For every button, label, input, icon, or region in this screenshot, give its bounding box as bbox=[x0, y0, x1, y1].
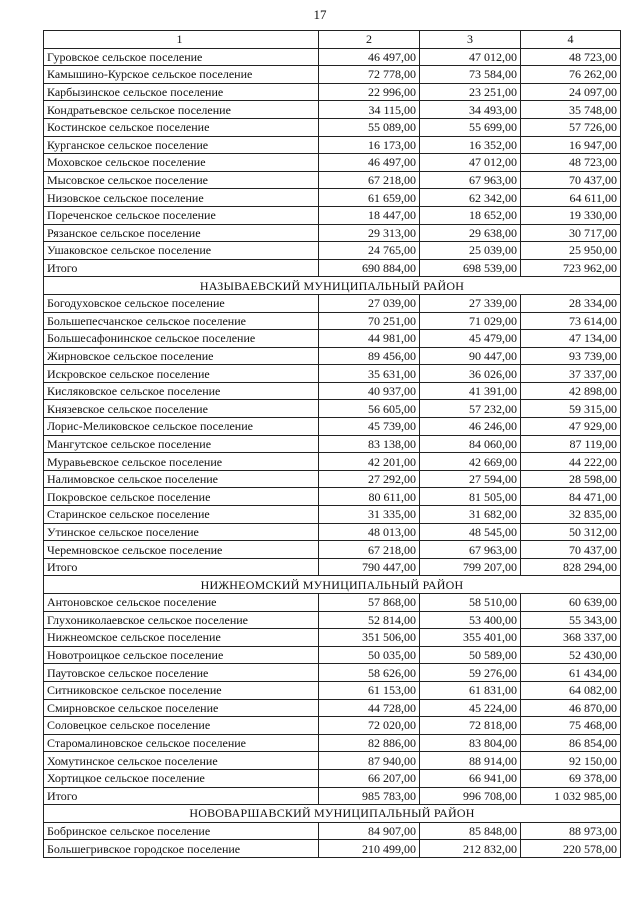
amount-cell: 16 173,00 bbox=[319, 136, 420, 154]
table-row bbox=[44, 382, 621, 400]
header-row bbox=[44, 31, 621, 49]
amount-cell: 19 330,00 bbox=[521, 206, 621, 224]
settlement-name: Низовское сельское поселение bbox=[44, 189, 319, 207]
settlement-name: Рязанское сельское поселение bbox=[44, 224, 319, 242]
amount-cell: 67 963,00 bbox=[420, 541, 521, 559]
table-row bbox=[44, 646, 621, 664]
amount-cell: 55 699,00 bbox=[420, 118, 521, 136]
table-row bbox=[44, 435, 621, 453]
amount-cell: 42 669,00 bbox=[420, 453, 521, 471]
table-row bbox=[44, 611, 621, 629]
amount-cell: 41 391,00 bbox=[420, 382, 521, 400]
amount-cell: 84 471,00 bbox=[521, 488, 621, 506]
settlement-name: Хортицкое сельское поселение bbox=[44, 769, 319, 787]
amount-cell: 84 907,00 bbox=[319, 822, 420, 840]
column-header: 2 bbox=[319, 31, 420, 49]
table-row bbox=[44, 629, 621, 647]
amount-cell: 92 150,00 bbox=[521, 752, 621, 770]
amount-cell: 87 940,00 bbox=[319, 752, 420, 770]
table-row bbox=[44, 347, 621, 365]
amount-cell: 828 294,00 bbox=[521, 558, 621, 576]
amount-cell: 67 218,00 bbox=[319, 541, 420, 559]
amount-cell: 75 468,00 bbox=[521, 717, 621, 735]
amount-cell: 1 032 985,00 bbox=[521, 787, 621, 805]
amount-cell: 47 012,00 bbox=[420, 154, 521, 172]
amount-cell: 61 831,00 bbox=[420, 681, 521, 699]
amount-cell: 72 020,00 bbox=[319, 717, 420, 735]
column-header: 3 bbox=[420, 31, 521, 49]
amount-cell: 66 941,00 bbox=[420, 769, 521, 787]
table-row bbox=[44, 242, 621, 260]
amount-cell: 85 848,00 bbox=[420, 822, 521, 840]
settlement-name: Мангутское сельское поселение bbox=[44, 435, 319, 453]
amount-cell: 52 814,00 bbox=[319, 611, 420, 629]
settlement-name: Смирновское сельское поселение bbox=[44, 699, 319, 717]
amount-cell: 36 026,00 bbox=[420, 365, 521, 383]
amount-cell: 34 493,00 bbox=[420, 101, 521, 119]
settlement-name: Большесафонинское сельское поселение bbox=[44, 330, 319, 348]
table-row bbox=[44, 206, 621, 224]
total-row bbox=[44, 787, 621, 805]
amount-cell: 53 400,00 bbox=[420, 611, 521, 629]
amount-cell: 27 292,00 bbox=[319, 470, 420, 488]
amount-cell: 27 339,00 bbox=[420, 294, 521, 312]
table-row bbox=[44, 312, 621, 330]
amount-cell: 80 611,00 bbox=[319, 488, 420, 506]
settlement-name: Карбызинское сельское поселение bbox=[44, 83, 319, 101]
amount-cell: 50 312,00 bbox=[521, 523, 621, 541]
table-row bbox=[44, 488, 621, 506]
amount-cell: 220 578,00 bbox=[521, 840, 621, 858]
amount-cell: 48 013,00 bbox=[319, 523, 420, 541]
amount-cell: 27 039,00 bbox=[319, 294, 420, 312]
amount-cell: 70 437,00 bbox=[521, 541, 621, 559]
settlement-name: Глухониколаевское сельское поселение bbox=[44, 611, 319, 629]
amount-cell: 58 626,00 bbox=[319, 664, 420, 682]
page-number: 17 bbox=[313, 7, 327, 22]
amount-cell: 73 614,00 bbox=[521, 312, 621, 330]
column-header: 4 bbox=[521, 31, 621, 49]
amount-cell: 34 115,00 bbox=[319, 101, 420, 119]
amount-cell: 72 818,00 bbox=[420, 717, 521, 735]
table-row bbox=[44, 470, 621, 488]
table-row bbox=[44, 365, 621, 383]
settlement-name: Муравьевское сельское поселение bbox=[44, 453, 319, 471]
table-row bbox=[44, 83, 621, 101]
region-title: НАЗЫВАЕВСКИЙ МУНИЦИПАЛЬНЫЙ РАЙОН bbox=[44, 277, 621, 295]
amount-cell: 37 337,00 bbox=[521, 365, 621, 383]
amount-cell: 87 119,00 bbox=[521, 435, 621, 453]
amount-cell: 83 138,00 bbox=[319, 435, 420, 453]
amount-cell: 55 089,00 bbox=[319, 118, 420, 136]
region-title: НОВОВАРШАВСКИЙ МУНИЦИПАЛЬНЫЙ РАЙОН bbox=[44, 805, 621, 823]
table-row bbox=[44, 171, 621, 189]
amount-cell: 45 224,00 bbox=[420, 699, 521, 717]
amount-cell: 50 589,00 bbox=[420, 646, 521, 664]
settlement-name: Ситниковское сельское поселение bbox=[44, 681, 319, 699]
amount-cell: 40 937,00 bbox=[319, 382, 420, 400]
amount-cell: 368 337,00 bbox=[521, 629, 621, 647]
amount-cell: 18 652,00 bbox=[420, 206, 521, 224]
amount-cell: 83 804,00 bbox=[420, 734, 521, 752]
amount-cell: 44 728,00 bbox=[319, 699, 420, 717]
table-row bbox=[44, 400, 621, 418]
settlement-name: Итого bbox=[44, 787, 319, 805]
settlement-name: Налимовское сельское поселение bbox=[44, 470, 319, 488]
amount-cell: 25 039,00 bbox=[420, 242, 521, 260]
region-header-row bbox=[44, 576, 621, 594]
table-row bbox=[44, 594, 621, 612]
table-row bbox=[44, 66, 621, 84]
total-row bbox=[44, 259, 621, 277]
table-row bbox=[44, 769, 621, 787]
settlement-name: Большепесчанское сельское поселение bbox=[44, 312, 319, 330]
amount-cell: 69 378,00 bbox=[521, 769, 621, 787]
amount-cell: 45 479,00 bbox=[420, 330, 521, 348]
amount-cell: 82 886,00 bbox=[319, 734, 420, 752]
amount-cell: 996 708,00 bbox=[420, 787, 521, 805]
amount-cell: 64 611,00 bbox=[521, 189, 621, 207]
table-row bbox=[44, 541, 621, 559]
amount-cell: 57 232,00 bbox=[420, 400, 521, 418]
table-row bbox=[44, 506, 621, 524]
settlement-name: Новотроицкое сельское поселение bbox=[44, 646, 319, 664]
table-row bbox=[44, 154, 621, 172]
amount-cell: 23 251,00 bbox=[420, 83, 521, 101]
amount-cell: 698 539,00 bbox=[420, 259, 521, 277]
amount-cell: 46 246,00 bbox=[420, 418, 521, 436]
amount-cell: 76 262,00 bbox=[521, 66, 621, 84]
amount-cell: 48 723,00 bbox=[521, 48, 621, 66]
settlement-name: Утинское сельское поселение bbox=[44, 523, 319, 541]
settlement-name: Паутовское сельское поселение bbox=[44, 664, 319, 682]
amount-cell: 351 506,00 bbox=[319, 629, 420, 647]
amount-cell: 59 276,00 bbox=[420, 664, 521, 682]
table-row bbox=[44, 224, 621, 242]
budget-table bbox=[43, 30, 621, 858]
amount-cell: 52 430,00 bbox=[521, 646, 621, 664]
table-row bbox=[44, 734, 621, 752]
amount-cell: 89 456,00 bbox=[319, 347, 420, 365]
total-row bbox=[44, 558, 621, 576]
settlement-name: Камышино-Курское сельское поселение bbox=[44, 66, 319, 84]
amount-cell: 44 222,00 bbox=[521, 453, 621, 471]
settlement-name: Соловецкое сельское поселение bbox=[44, 717, 319, 735]
table-row bbox=[44, 136, 621, 154]
settlement-name: Антоновское сельское поселение bbox=[44, 594, 319, 612]
amount-cell: 50 035,00 bbox=[319, 646, 420, 664]
settlement-name: Курганское сельское поселение bbox=[44, 136, 319, 154]
table-row bbox=[44, 840, 621, 858]
settlement-name: Ушаковское сельское поселение bbox=[44, 242, 319, 260]
table-row bbox=[44, 699, 621, 717]
table-row bbox=[44, 118, 621, 136]
amount-cell: 18 447,00 bbox=[319, 206, 420, 224]
table-row bbox=[44, 48, 621, 66]
settlement-name: Пореченское сельское поселение bbox=[44, 206, 319, 224]
amount-cell: 723 962,00 bbox=[521, 259, 621, 277]
table-row bbox=[44, 664, 621, 682]
settlement-name: Покровское сельское поселение bbox=[44, 488, 319, 506]
settlement-name: Моховское сельское поселение bbox=[44, 154, 319, 172]
settlement-name: Черемновское сельское поселение bbox=[44, 541, 319, 559]
table-row bbox=[44, 418, 621, 436]
settlement-name: Кисляковское сельское поселение bbox=[44, 382, 319, 400]
amount-cell: 48 723,00 bbox=[521, 154, 621, 172]
table-row bbox=[44, 189, 621, 207]
region-header-row bbox=[44, 277, 621, 295]
amount-cell: 93 739,00 bbox=[521, 347, 621, 365]
amount-cell: 67 218,00 bbox=[319, 171, 420, 189]
table-row bbox=[44, 822, 621, 840]
amount-cell: 47 012,00 bbox=[420, 48, 521, 66]
table-row bbox=[44, 101, 621, 119]
amount-cell: 35 631,00 bbox=[319, 365, 420, 383]
amount-cell: 61 153,00 bbox=[319, 681, 420, 699]
settlement-name: Жирновское сельское поселение bbox=[44, 347, 319, 365]
settlement-name: Хомутинское сельское поселение bbox=[44, 752, 319, 770]
amount-cell: 47 134,00 bbox=[521, 330, 621, 348]
amount-cell: 42 201,00 bbox=[319, 453, 420, 471]
table-row bbox=[44, 330, 621, 348]
amount-cell: 27 594,00 bbox=[420, 470, 521, 488]
settlement-name: Старинское сельское поселение bbox=[44, 506, 319, 524]
settlement-name: Искровское сельское поселение bbox=[44, 365, 319, 383]
amount-cell: 61 659,00 bbox=[319, 189, 420, 207]
amount-cell: 16 352,00 bbox=[420, 136, 521, 154]
amount-cell: 42 898,00 bbox=[521, 382, 621, 400]
amount-cell: 29 313,00 bbox=[319, 224, 420, 242]
amount-cell: 29 638,00 bbox=[420, 224, 521, 242]
settlement-name: Богодуховское сельское поселение bbox=[44, 294, 319, 312]
amount-cell: 70 251,00 bbox=[319, 312, 420, 330]
amount-cell: 31 682,00 bbox=[420, 506, 521, 524]
amount-cell: 24 097,00 bbox=[521, 83, 621, 101]
amount-cell: 56 605,00 bbox=[319, 400, 420, 418]
settlement-name: Нижнеомское сельское поселение bbox=[44, 629, 319, 647]
amount-cell: 355 401,00 bbox=[420, 629, 521, 647]
amount-cell: 31 335,00 bbox=[319, 506, 420, 524]
settlement-name: Костинское сельское поселение bbox=[44, 118, 319, 136]
amount-cell: 32 835,00 bbox=[521, 506, 621, 524]
amount-cell: 55 343,00 bbox=[521, 611, 621, 629]
settlement-name: Итого bbox=[44, 259, 319, 277]
amount-cell: 25 950,00 bbox=[521, 242, 621, 260]
table-row bbox=[44, 681, 621, 699]
settlement-name: Итого bbox=[44, 558, 319, 576]
amount-cell: 22 996,00 bbox=[319, 83, 420, 101]
amount-cell: 73 584,00 bbox=[420, 66, 521, 84]
amount-cell: 30 717,00 bbox=[521, 224, 621, 242]
amount-cell: 28 334,00 bbox=[521, 294, 621, 312]
amount-cell: 88 973,00 bbox=[521, 822, 621, 840]
amount-cell: 45 739,00 bbox=[319, 418, 420, 436]
amount-cell: 985 783,00 bbox=[319, 787, 420, 805]
settlement-name: Мысовское сельское поселение bbox=[44, 171, 319, 189]
table-row bbox=[44, 717, 621, 735]
amount-cell: 62 342,00 bbox=[420, 189, 521, 207]
settlement-name: Старомалиновское сельское поселение bbox=[44, 734, 319, 752]
column-header: 1 bbox=[44, 31, 319, 49]
amount-cell: 60 639,00 bbox=[521, 594, 621, 612]
amount-cell: 58 510,00 bbox=[420, 594, 521, 612]
amount-cell: 46 497,00 bbox=[319, 48, 420, 66]
amount-cell: 66 207,00 bbox=[319, 769, 420, 787]
amount-cell: 67 963,00 bbox=[420, 171, 521, 189]
amount-cell: 799 207,00 bbox=[420, 558, 521, 576]
amount-cell: 47 929,00 bbox=[521, 418, 621, 436]
table-row bbox=[44, 453, 621, 471]
amount-cell: 46 870,00 bbox=[521, 699, 621, 717]
settlement-name: Большегривское городское поселение bbox=[44, 840, 319, 858]
amount-cell: 690 884,00 bbox=[319, 259, 420, 277]
amount-cell: 70 437,00 bbox=[521, 171, 621, 189]
settlement-name: Гуровское сельское поселение bbox=[44, 48, 319, 66]
region-title: НИЖНЕОМСКИЙ МУНИЦИПАЛЬНЫЙ РАЙОН bbox=[44, 576, 621, 594]
amount-cell: 44 981,00 bbox=[319, 330, 420, 348]
amount-cell: 72 778,00 bbox=[319, 66, 420, 84]
amount-cell: 59 315,00 bbox=[521, 400, 621, 418]
settlement-name: Князевское сельское поселение bbox=[44, 400, 319, 418]
amount-cell: 212 832,00 bbox=[420, 840, 521, 858]
amount-cell: 86 854,00 bbox=[521, 734, 621, 752]
amount-cell: 46 497,00 bbox=[319, 154, 420, 172]
amount-cell: 64 082,00 bbox=[521, 681, 621, 699]
table-row bbox=[44, 523, 621, 541]
amount-cell: 790 447,00 bbox=[319, 558, 420, 576]
amount-cell: 57 726,00 bbox=[521, 118, 621, 136]
settlement-name: Кондратьевское сельское поселение bbox=[44, 101, 319, 119]
settlement-name: Бобринское сельское поселение bbox=[44, 822, 319, 840]
amount-cell: 71 029,00 bbox=[420, 312, 521, 330]
amount-cell: 90 447,00 bbox=[420, 347, 521, 365]
amount-cell: 88 914,00 bbox=[420, 752, 521, 770]
amount-cell: 210 499,00 bbox=[319, 840, 420, 858]
amount-cell: 84 060,00 bbox=[420, 435, 521, 453]
region-header-row bbox=[44, 805, 621, 823]
table-row bbox=[44, 752, 621, 770]
amount-cell: 48 545,00 bbox=[420, 523, 521, 541]
amount-cell: 61 434,00 bbox=[521, 664, 621, 682]
amount-cell: 35 748,00 bbox=[521, 101, 621, 119]
amount-cell: 81 505,00 bbox=[420, 488, 521, 506]
amount-cell: 28 598,00 bbox=[521, 470, 621, 488]
table-row bbox=[44, 294, 621, 312]
amount-cell: 16 947,00 bbox=[521, 136, 621, 154]
settlement-name: Лорис-Меликовское сельское поселение bbox=[44, 418, 319, 436]
amount-cell: 24 765,00 bbox=[319, 242, 420, 260]
amount-cell: 57 868,00 bbox=[319, 594, 420, 612]
